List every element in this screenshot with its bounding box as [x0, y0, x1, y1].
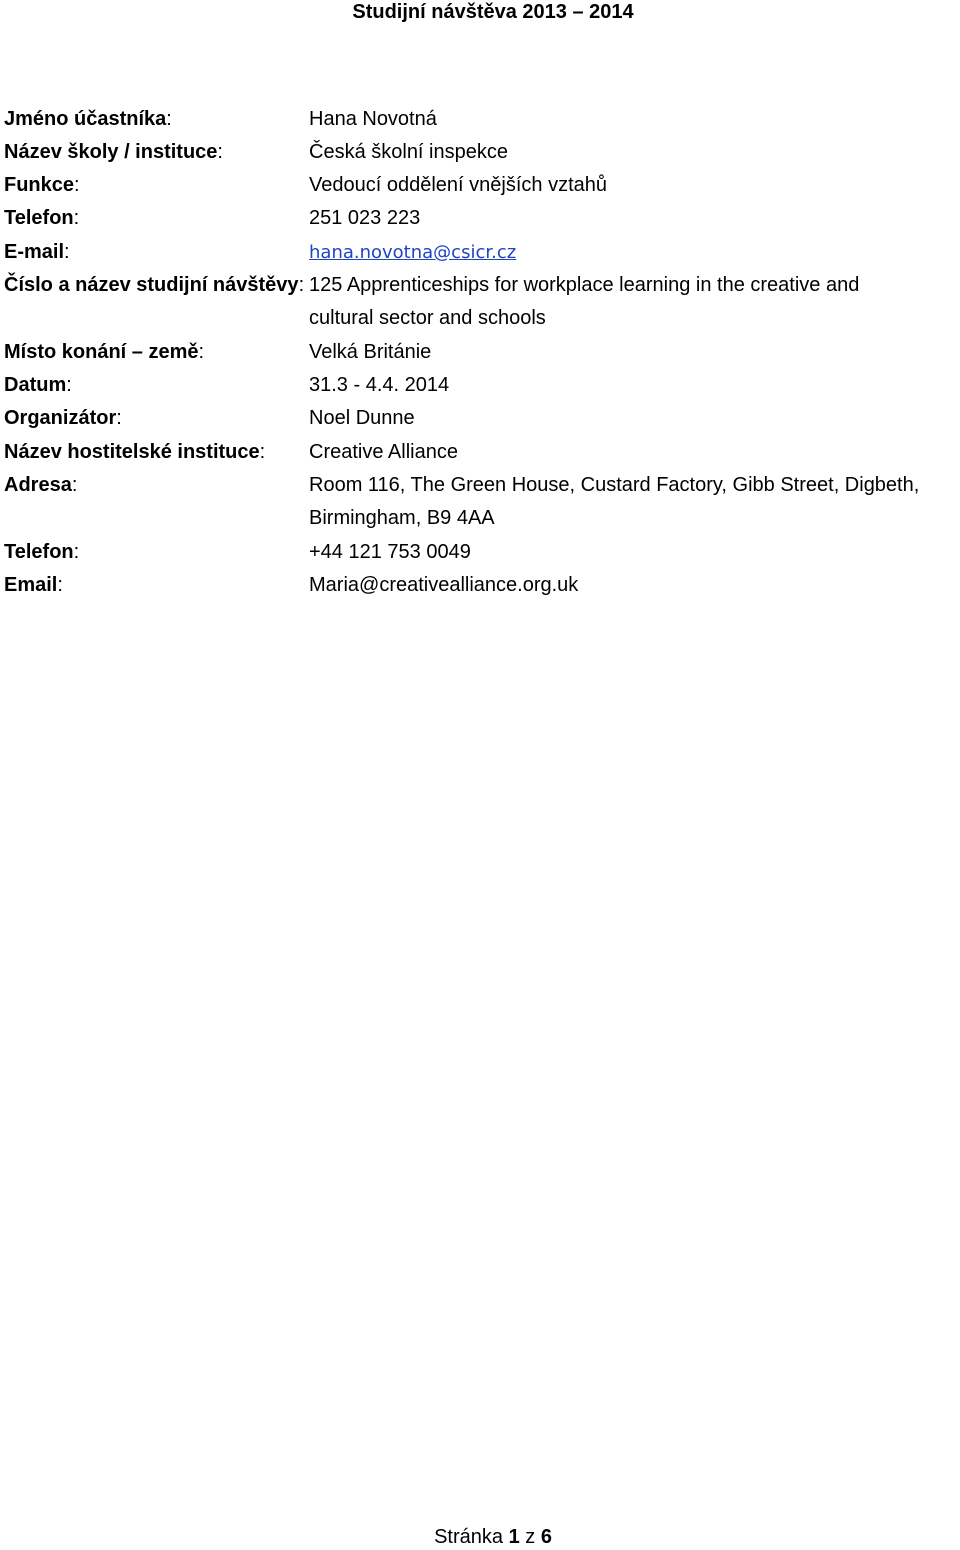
field-label: Adresa:	[4, 474, 78, 496]
field-label: Název hostitelské instituce:	[4, 441, 266, 463]
footer-total-pages: 6	[540, 1526, 552, 1548]
field-value: +44 121 753 0049	[309, 541, 471, 563]
field-value: Room 116, The Green House, Custard Factory, Gibb Street, Digbeth, Birmingham, B9 4AA	[309, 474, 920, 529]
field-value: Hana Novotná	[309, 108, 437, 130]
field-label: Místo konání – země:	[4, 341, 205, 363]
field-value: Velká Británie	[309, 341, 432, 363]
field-label: Telefon:	[4, 541, 80, 563]
field-value: Creative Alliance	[309, 441, 458, 463]
field-label: E-mail:	[4, 241, 70, 263]
field-label: Telefon:	[4, 207, 80, 229]
document-title: Studijní návštěva 2013 – 2014	[352, 1, 634, 23]
field-value: 125 Apprenticeships for workplace learning in the creative and cultural sector and schools	[309, 274, 860, 329]
email-link-wrapper	[309, 236, 516, 269]
field-value: Noel Dunne	[309, 407, 415, 429]
page-number-footer	[0, 1524, 960, 1550]
field-label: Email:	[4, 574, 63, 596]
field-label: Organizátor:	[4, 407, 122, 429]
email-link[interactable]: hana.novotna@csicr.cz	[309, 242, 517, 263]
field-value: 31.3 - 4.4. 2014	[309, 374, 450, 396]
field-label: Datum:	[4, 374, 72, 396]
field-value: Maria@creativealliance.org.uk	[309, 574, 579, 596]
field-label: Číslo a název studijní návštěvy:	[4, 274, 305, 296]
field-label: Název školy / instituce:	[4, 141, 223, 163]
field-value: Vedoucí oddělení vnějších vztahů	[309, 174, 607, 196]
footer-current-page: 1	[508, 1526, 520, 1548]
footer-separator: z	[525, 1526, 536, 1548]
field-value: 251 023 223	[309, 207, 421, 229]
field-label: Funkce:	[4, 174, 80, 196]
field-value: Česká školní inspekce	[309, 141, 508, 163]
field-label: Jméno účastníka:	[4, 108, 172, 130]
footer-prefix: Stránka	[434, 1526, 503, 1548]
